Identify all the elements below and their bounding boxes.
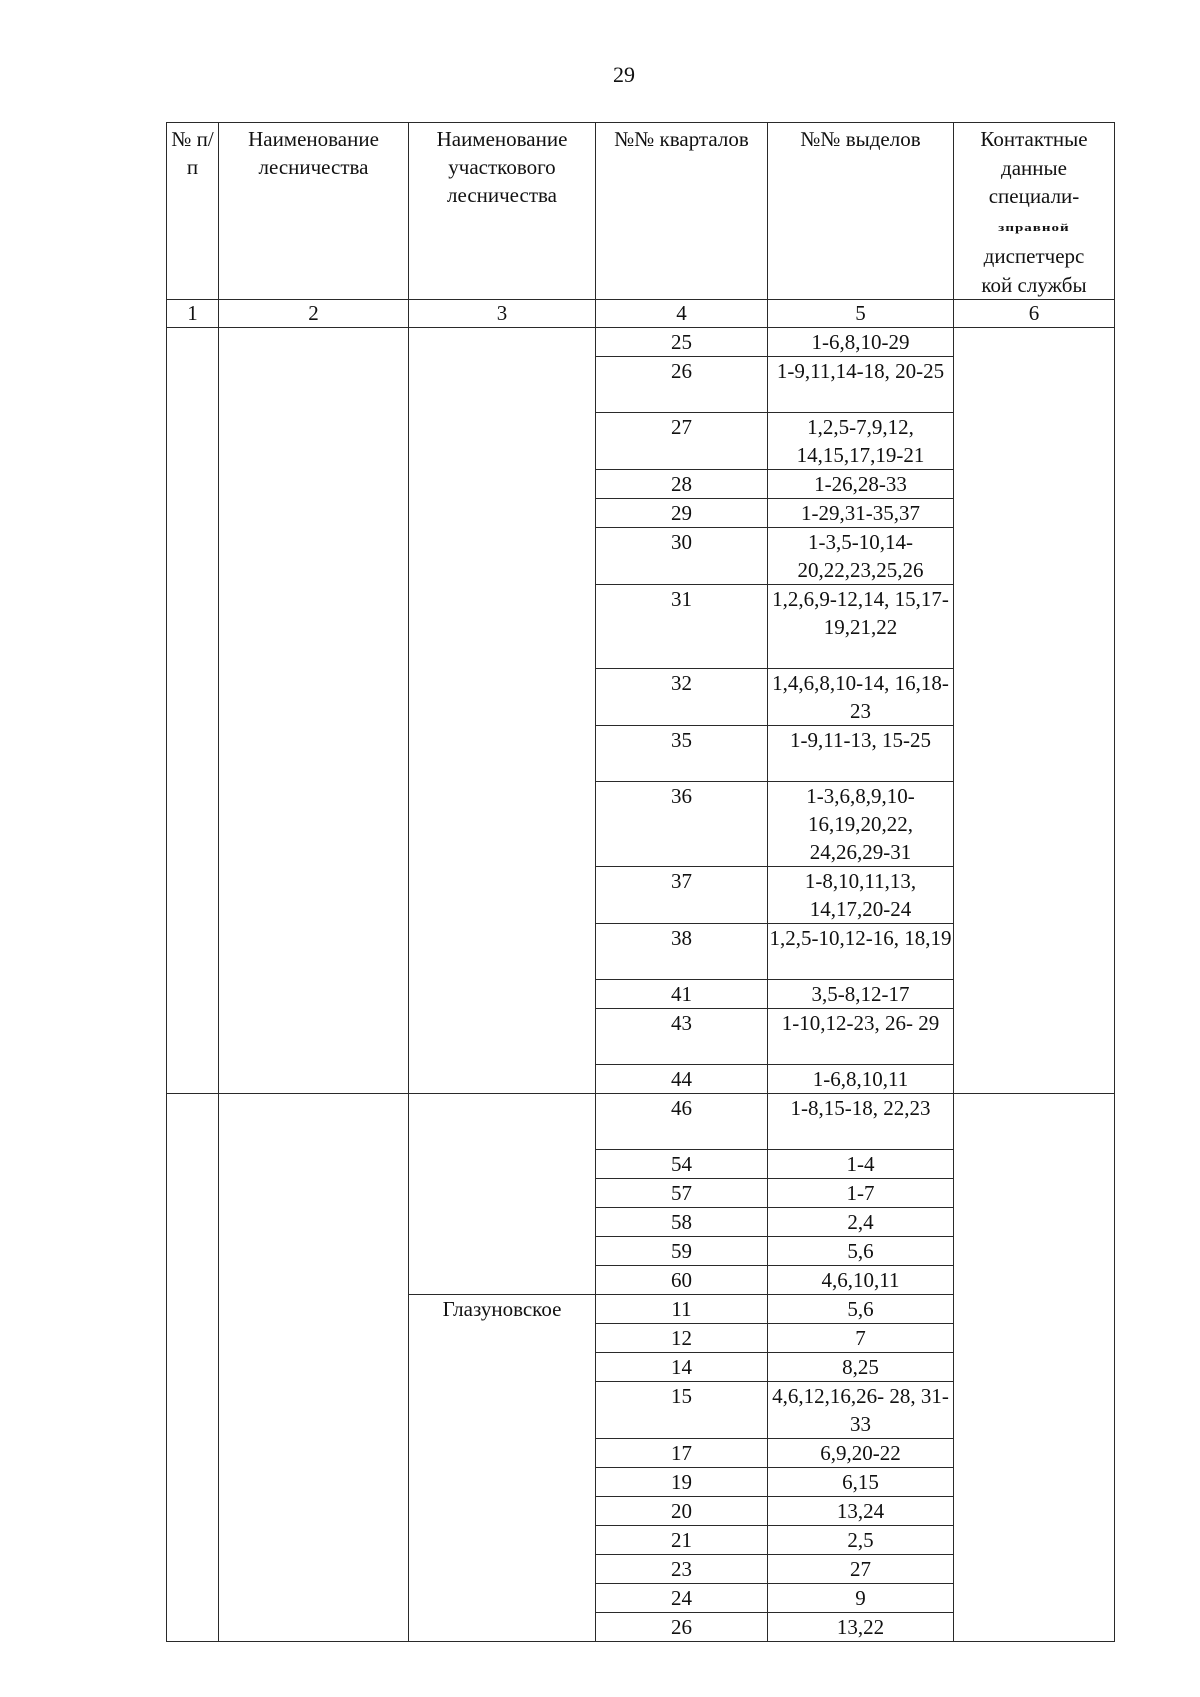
- plots-cell: 1,2,5-10,12-16, 18,19: [768, 924, 954, 980]
- plots-cell: 1-6,8,10,11: [768, 1065, 954, 1094]
- quarter-cell: 31: [596, 585, 768, 669]
- row-number-cell: [167, 328, 219, 1094]
- quarter-cell: 54: [596, 1150, 768, 1179]
- forestry-name-cell: [219, 328, 409, 1094]
- header-forestry: Наименование лесничества: [219, 123, 409, 300]
- quarter-cell: 57: [596, 1179, 768, 1208]
- quarter-cell: 28: [596, 470, 768, 499]
- header-contacts: [954, 123, 1115, 300]
- plots-cell: 1-7: [768, 1179, 954, 1208]
- quarter-cell: 25: [596, 328, 768, 357]
- header-contacts-line2: данные: [1001, 155, 1067, 180]
- plots-cell: 1-9,11-13, 15-25: [768, 726, 954, 782]
- plots-cell: 1,2,5-7,9,12, 14,15,17,19-21: [768, 413, 954, 470]
- table-row: [167, 1094, 1115, 1150]
- plots-cell: 13,22: [768, 1613, 954, 1642]
- quarter-cell: 19: [596, 1468, 768, 1497]
- forestry-table: [166, 122, 1115, 1642]
- plots-cell: 5,6: [768, 1237, 954, 1266]
- plots-cell: 1,2,6,9-12,14, 15,17-19,21,22: [768, 585, 954, 669]
- plots-cell: 1-6,8,10-29: [768, 328, 954, 357]
- plots-cell: 7: [768, 1324, 954, 1353]
- plots-cell: 4,6,10,11: [768, 1266, 954, 1295]
- quarter-cell: 24: [596, 1584, 768, 1613]
- quarter-cell: 43: [596, 1009, 768, 1065]
- quarter-cell: 20: [596, 1497, 768, 1526]
- column-number-row: [167, 300, 1115, 328]
- header-number: № п/п: [167, 123, 219, 300]
- subdistrict-name-cell: Глазуновское: [409, 1295, 596, 1642]
- header-subdistrict: Наименование участкового лесничества: [409, 123, 596, 300]
- quarter-cell: 44: [596, 1065, 768, 1094]
- quarter-cell: 30: [596, 528, 768, 585]
- plots-cell: 1-10,12-23, 26- 29: [768, 1009, 954, 1065]
- page-number: 29: [613, 62, 635, 87]
- column-number: 6: [954, 300, 1115, 328]
- plots-cell: 1-4: [768, 1150, 954, 1179]
- subdistrict-name-cell: [409, 1094, 596, 1295]
- quarter-cell: 35: [596, 726, 768, 782]
- quarter-cell: 23: [596, 1555, 768, 1584]
- table-row: [167, 328, 1115, 357]
- forestry-name-cell: [219, 1094, 409, 1642]
- column-number: 2: [219, 300, 409, 328]
- quarter-cell: 38: [596, 924, 768, 980]
- header-row: [167, 123, 1115, 300]
- quarter-cell: 29: [596, 499, 768, 528]
- quarter-cell: 15: [596, 1382, 768, 1439]
- column-number: 4: [596, 300, 768, 328]
- plots-cell: 5,6: [768, 1295, 954, 1324]
- plots-cell: 2,4: [768, 1208, 954, 1237]
- plots-cell: 1-26,28-33: [768, 470, 954, 499]
- row-number-cell: [167, 1094, 219, 1642]
- quarter-cell: 32: [596, 669, 768, 726]
- plots-cell: 2,5: [768, 1526, 954, 1555]
- quarter-cell: 11: [596, 1295, 768, 1324]
- plots-cell: 1-3,6,8,9,10- 16,19,20,22, 24,26,29-31: [768, 782, 954, 867]
- plots-cell: 13,24: [768, 1497, 954, 1526]
- plots-cell: 1-3,5-10,14- 20,22,23,25,26: [768, 528, 954, 585]
- header-contacts-line1: Контактные: [980, 127, 1088, 151]
- quarter-cell: 60: [596, 1266, 768, 1295]
- quarter-cell: 59: [596, 1237, 768, 1266]
- plots-cell: 9: [768, 1584, 954, 1613]
- header-quarters: №№ кварталов: [596, 123, 768, 300]
- quarter-cell: 12: [596, 1324, 768, 1353]
- column-number: 3: [409, 300, 596, 328]
- quarter-cell: 14: [596, 1353, 768, 1382]
- plots-cell: 1,4,6,8,10-14, 16,18-23: [768, 669, 954, 726]
- column-number: 1: [167, 300, 219, 328]
- quarter-cell: 46: [596, 1094, 768, 1150]
- contacts-cell: [954, 1094, 1115, 1642]
- plots-cell: 3,5-8,12-17: [768, 980, 954, 1009]
- quarter-cell: 21: [596, 1526, 768, 1555]
- quarter-cell: 37: [596, 867, 768, 924]
- plots-cell: 27: [768, 1555, 954, 1584]
- quarter-cell: 36: [596, 782, 768, 867]
- plots-cell: 4,6,12,16,26- 28, 31-33: [768, 1382, 954, 1439]
- header-contacts-line4: диспетчерс: [983, 244, 1085, 268]
- plots-cell: 1-8,10,11,13, 14,17,20-24: [768, 867, 954, 924]
- plots-cell: 6,15: [768, 1468, 954, 1497]
- quarter-cell: 58: [596, 1208, 768, 1237]
- plots-cell: 1-8,15-18, 22,23: [768, 1094, 954, 1150]
- quarter-cell: 26: [596, 1613, 768, 1642]
- overstruck-text-mark: зправной: [998, 221, 1070, 234]
- quarter-cell: 17: [596, 1439, 768, 1468]
- column-number: 5: [768, 300, 954, 328]
- plots-cell: 1-9,11,14-18, 20-25: [768, 357, 954, 413]
- contacts-cell: [954, 328, 1115, 1094]
- subdistrict-name-cell: [409, 328, 596, 1094]
- quarter-cell: 26: [596, 357, 768, 413]
- header-contacts-line3: специали-: [988, 184, 1080, 208]
- plots-cell: 1-29,31-35,37: [768, 499, 954, 528]
- plots-cell: 6,9,20-22: [768, 1439, 954, 1468]
- quarter-cell: 41: [596, 980, 768, 1009]
- header-contacts-line5: кой службы: [981, 272, 1087, 297]
- header-plots: №№ выделов: [768, 123, 954, 300]
- plots-cell: 8,25: [768, 1353, 954, 1382]
- quarter-cell: 27: [596, 413, 768, 470]
